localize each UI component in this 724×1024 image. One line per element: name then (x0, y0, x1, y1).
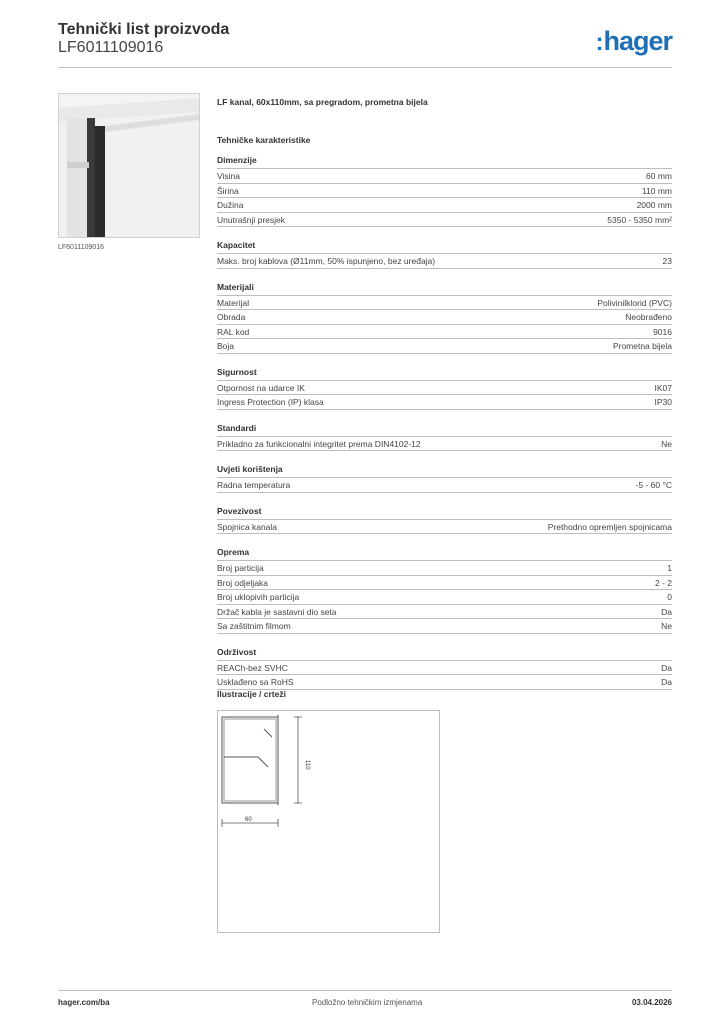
group-title: Oprema (217, 547, 672, 561)
group-title: Kapacitet (217, 240, 672, 254)
spec-label: Boja (217, 341, 235, 351)
spec-row (217, 254, 672, 269)
hager-logo: :hager (595, 26, 672, 56)
spec-value: IP30 (654, 397, 672, 407)
spec-label: Širina (217, 185, 239, 196)
spec-groups (217, 155, 672, 703)
spec-group (217, 547, 672, 634)
spec-label: Spojnica kanala (217, 521, 278, 532)
spec-row (217, 381, 672, 396)
product-image (58, 93, 200, 238)
spec-label: REACh-bez SVHC (217, 662, 288, 673)
spec-label: Sa zaštitnim filmom (217, 621, 291, 631)
spec-label: Usklađeno sa RoHS (217, 677, 294, 687)
spec-value: IK07 (654, 382, 672, 393)
spec-value: Prethodno opremljen spojnicama (547, 521, 672, 532)
spec-row (217, 325, 672, 340)
spec-group (217, 647, 672, 690)
group-title: Standardi (217, 423, 672, 437)
spec-row (217, 296, 672, 311)
spec-value: 2 - 2 (654, 577, 672, 588)
spec-row (217, 478, 672, 493)
spec-row (217, 198, 672, 213)
spec-label: Držač kabla je sastavni dio seta (217, 606, 337, 617)
spec-group (217, 282, 672, 354)
spec-value: 5350 - 5350 mm² (607, 214, 672, 225)
spec-row (217, 339, 672, 354)
spec-label: Broj particija (217, 563, 264, 573)
spec-label: Materijal (217, 297, 250, 308)
spec-value: 1 (667, 563, 672, 573)
spec-value: Prometna bijela (612, 341, 672, 351)
footer-divider (58, 990, 672, 991)
spec-value: Da (661, 662, 672, 673)
spec-label: Prikladno za funkcionalni integritet prema DIN4102-12 (217, 438, 421, 449)
spec-label: Otpornost na udarce IK (217, 382, 305, 393)
spec-row (217, 213, 672, 228)
illustration-title: Ilustracije / crteži (217, 689, 286, 699)
spec-label: Maks. broj kablova (Ø11mm, 50% ispunjeno, bez uređaja) (217, 256, 436, 266)
footer-note: Podložno tehničkim izmjenama (312, 998, 423, 1007)
logo-text: hager (603, 26, 672, 56)
spec-row (217, 576, 672, 591)
spec-row (217, 675, 672, 690)
group-title: Održivost (217, 647, 672, 661)
group-title: Sigurnost (217, 367, 672, 381)
spec-row (217, 520, 672, 535)
spec-row (217, 619, 672, 634)
spec-label: Unutrašnji presjek (217, 214, 286, 225)
spec-value: Ne (661, 438, 672, 449)
spec-row (217, 661, 672, 676)
footer-date: 03.04.2026 (631, 998, 672, 1007)
spec-group (217, 155, 672, 227)
spec-label: Visina (217, 171, 240, 181)
spec-value: Da (661, 677, 672, 687)
spec-group (217, 240, 672, 269)
spec-value: Neobrađeno (625, 312, 672, 322)
spec-value: 60 mm (646, 171, 672, 181)
spec-row (217, 310, 672, 325)
spec-label: Dužina (217, 200, 244, 210)
spec-value: Ne (661, 621, 672, 631)
header-divider (58, 67, 672, 68)
spec-group (217, 423, 672, 452)
spec-value: 0 (667, 592, 672, 602)
group-title: Povezivost (217, 506, 672, 520)
spec-value: 2000 mm (636, 200, 672, 210)
product-name: LF kanal, 60x110mm, sa pregradom, prometna bijela (217, 97, 428, 107)
spec-label: RAL kod (217, 326, 250, 337)
image-caption: LF6011109016 (58, 244, 105, 251)
spec-label: Radna temperatura (217, 480, 291, 490)
spec-group (217, 464, 672, 493)
spec-row (217, 605, 672, 620)
spec-sheet (217, 97, 672, 703)
spec-row (217, 169, 672, 184)
spec-row (217, 561, 672, 576)
spec-value: Polivinilklorid (PVC) (597, 297, 672, 308)
page-title: Tehnički list proizvoda (58, 21, 230, 38)
spec-value: 9016 (653, 326, 672, 337)
group-title: Dimenzije (217, 155, 672, 169)
spec-value: -5 - 60 °C (635, 480, 672, 490)
spec-value: Da (661, 606, 672, 617)
illustration-drawing (217, 710, 440, 933)
spec-label: Ingress Protection (IP) klasa (217, 397, 324, 407)
spec-row (217, 590, 672, 605)
dim-width-label: 60 (245, 817, 252, 823)
dim-height-label: 110 (304, 760, 310, 770)
spec-row (217, 184, 672, 199)
spec-group (217, 506, 672, 535)
spec-group (217, 367, 672, 410)
spec-label: Obrada (217, 312, 246, 322)
spec-row (217, 395, 672, 410)
spec-label: Broj odjeljaka (217, 577, 269, 588)
section-title: Tehničke karakteristike (217, 135, 311, 145)
spec-row (217, 437, 672, 452)
footer-website[interactable]: hager.com/ba (58, 998, 110, 1007)
spec-value: 110 mm (641, 185, 672, 196)
spec-value: 23 (662, 256, 672, 266)
spec-label: Broj uklopivih particija (217, 592, 300, 602)
product-code: LF6011109016 (58, 39, 164, 56)
group-title: Uvjeti korištenja (217, 464, 672, 478)
group-title: Materijali (217, 282, 672, 296)
